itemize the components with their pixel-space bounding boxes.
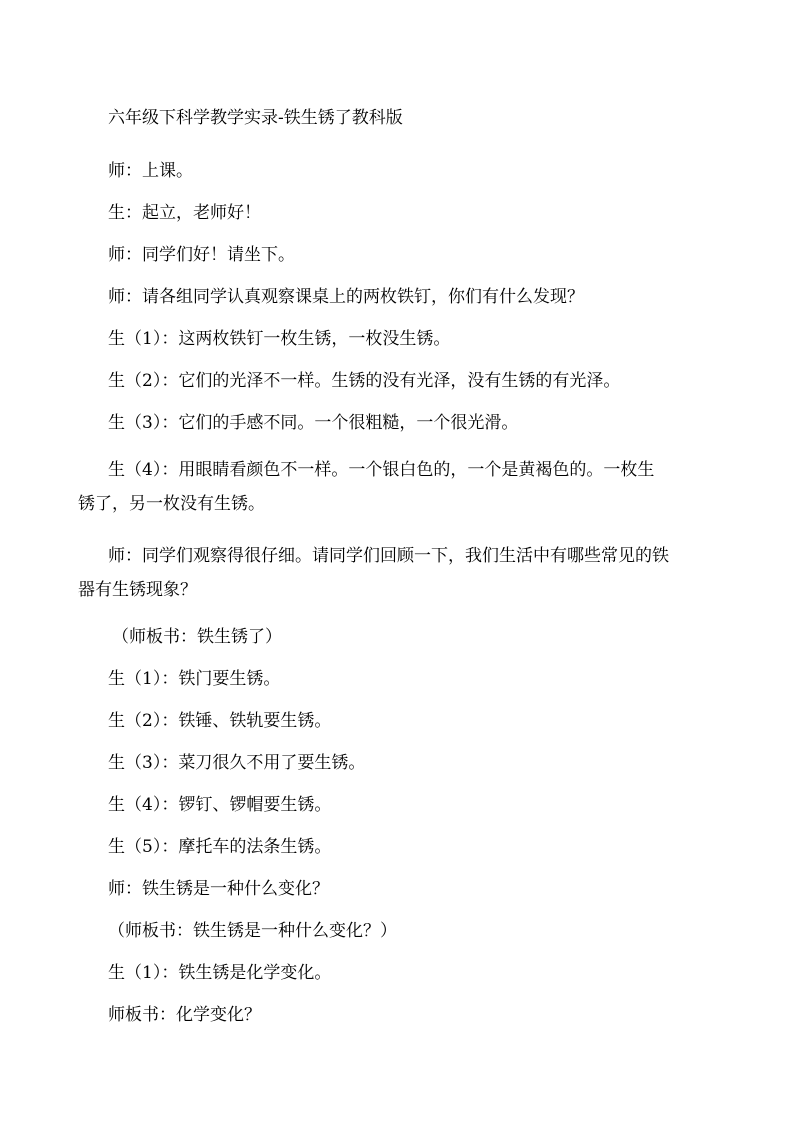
paragraph: 师板书：化学变化？ <box>108 1005 261 1025</box>
paragraph: 师：上课。 <box>108 161 193 181</box>
paragraph: 师：同学们好！请坐下。 <box>108 245 295 265</box>
paragraph-line: 生（4）：用眼睛看颜色不一样。一个银白色的，一个是黄褐色的。一枚生 <box>108 460 655 480</box>
paragraph: 生（3）：它们的手感不同。一个很粗糙，一个很光滑。 <box>108 413 519 433</box>
paragraph-line: 锈了，另一枚没有生锈。 <box>78 494 265 514</box>
paragraph: 生（3）：菜刀很久不用了要生锈。 <box>108 753 366 773</box>
paragraph-line: 器有生锈现象？ <box>78 580 197 600</box>
paragraph-multiline <box>78 453 728 521</box>
document-title: 六年级下科学教学实录-铁生锈了教科版 <box>108 108 403 128</box>
paragraph: （师板书：铁生锈了） <box>112 627 282 647</box>
paragraph: 生（1）：铁门要生锈。 <box>108 669 281 689</box>
paragraph: 生（5）：摩托车的法条生锈。 <box>108 837 332 857</box>
paragraph: 生（2）：它们的光泽不一样。生锈的没有光泽，没有生锈的有光泽。 <box>108 371 621 391</box>
paragraph-multiline <box>78 539 728 607</box>
paragraph: 生（4）：锣钉、锣帽要生锈。 <box>108 795 332 815</box>
paragraph: 生（1）：铁生锈是化学变化。 <box>108 963 332 983</box>
paragraph: 生（1）：这两枚铁钉一枚生锈，一枚没生锈。 <box>108 329 451 349</box>
paragraph: 师：请各组同学认真观察课桌上的两枚铁钉，你们有什么发现？ <box>108 287 584 307</box>
paragraph: 生：起立，老师好！ <box>108 203 261 223</box>
document-body <box>78 159 728 1045</box>
paragraph: 师：铁生锈是一种什么变化？ <box>108 879 329 899</box>
paragraph: （师板书：铁生锈是一种什么变化？） <box>108 921 397 941</box>
paragraph: 生（2）：铁锤、铁轨要生锈。 <box>108 711 332 731</box>
paragraph-line: 师：同学们观察得很仔细。请同学们回顾一下，我们生活中有哪些常见的铁 <box>108 546 669 566</box>
